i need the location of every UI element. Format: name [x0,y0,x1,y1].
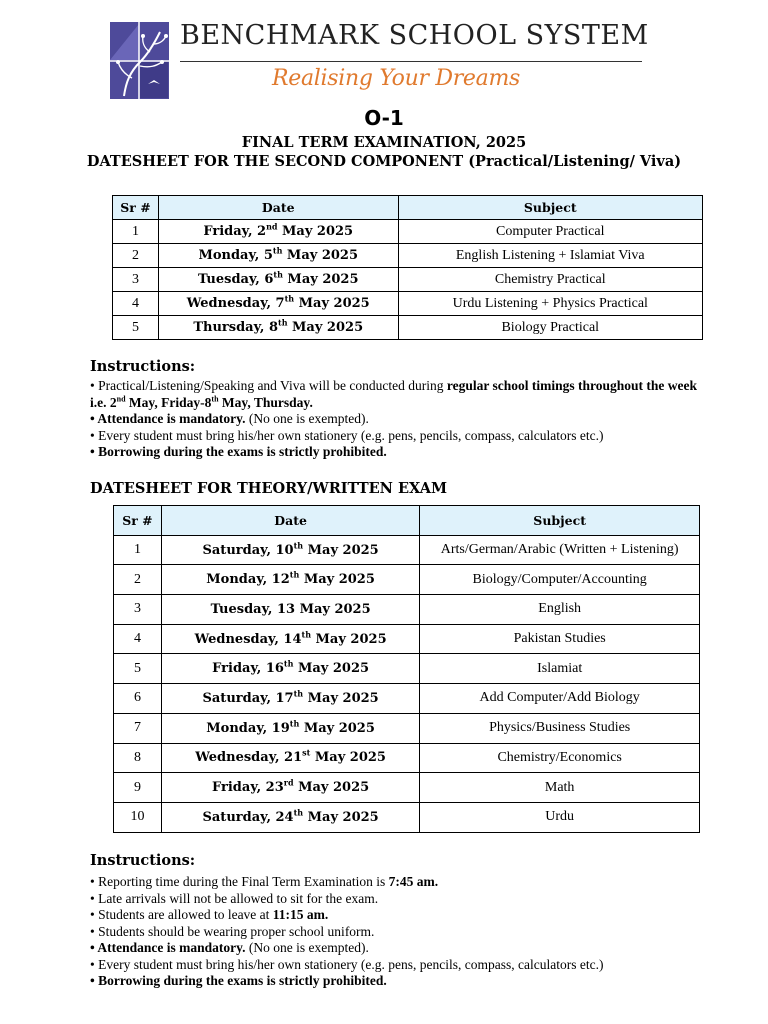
cell-subject: Biology Practical [398,316,702,340]
date-text: May 2025 [303,690,379,706]
instruction-line: • Late arrivals will not be allowed to sit for the exam. [90,890,379,906]
ordinal-suffix: th [283,658,294,669]
cell-sr: 2 [113,244,159,268]
cell-sr: 4 [113,292,159,316]
instructions-heading: Instructions: [90,852,196,869]
instruction-text: (No one is exempted). [245,940,369,955]
table-row [114,595,700,625]
ordinal-suffix: th [293,688,304,699]
instruction-text: May, Friday-8 [125,394,212,410]
instruction-text: • Students are allowed to leave at [90,907,273,922]
date-text: May 2025 [299,720,375,736]
cell-sr: 7 [114,713,162,743]
cell-date [161,684,419,714]
ordinal-suffix: th [293,540,304,551]
date-text: May 2025 [303,542,379,558]
cell-subject: Math [420,773,700,803]
cell-sr: 5 [114,654,162,684]
instruction-line: • Borrowing during the exams is strictly prohibited. [90,444,387,459]
date-text: Friday, 2 [203,224,267,239]
cell-date [161,565,419,595]
cell-sr: 8 [114,743,162,773]
practical-instructions [90,378,730,461]
date-text: Monday, 5 [198,248,273,263]
ordinal-suffix: rd [283,777,294,788]
date-text: Tuesday, 6 [197,272,274,287]
ordinal-suffix: th [289,569,300,580]
cell-sr: 3 [113,268,159,292]
cell-subject: Urdu Listening + Physics Practical [398,292,702,316]
date-text: Friday, 16 [212,661,284,677]
cell-date [161,595,419,625]
date-text: May 2025 [287,320,364,335]
date-text: Tuesday, 13 May 2025 [210,601,371,617]
date-text: Thursday, 8 [193,320,278,335]
instruction-text: May, Thursday. [218,394,313,410]
instructions-heading: Instructions: [90,358,196,375]
instruction-bold-text: • Attendance is mandatory. [90,940,246,955]
ordinal-suffix: th [293,807,304,818]
date-text: May 2025 [293,661,370,677]
school-name: BENCHMARK SCHOOL SYSTEM [180,20,649,51]
cell-subject: Pakistan Studies [420,624,700,654]
practical-datesheet-table [112,195,703,340]
date-text: May 2025 [282,248,359,263]
date-text: May 2025 [282,272,359,287]
date-text: Monday, 12 [206,572,290,588]
table-row [114,743,700,773]
table-row [113,268,703,292]
cell-subject: Chemistry Practical [398,268,702,292]
cell-sr: 9 [114,773,162,803]
cell-date [161,713,419,743]
date-text: Wednesday, 7 [186,296,285,311]
cell-subject: English [420,595,700,625]
instruction-text: • Reporting time during the Final Term Examination is [90,874,389,889]
table-row [114,565,700,595]
instruction-line: • Every student must bring his/her own stationery (e.g. pens, pencils, compass, calculators etc.) [90,956,604,972]
instruction-text: (No one is exempted). [245,411,369,426]
cell-sr: 2 [114,565,162,595]
table-row [113,244,703,268]
cell-date [158,292,398,316]
ordinal-suffix: th [278,317,288,328]
cell-sr: 1 [114,535,162,565]
cell-date [161,802,419,832]
cell-subject: Urdu [420,802,700,832]
cell-date [158,268,398,292]
instruction-line [90,940,730,957]
table-row [114,684,700,714]
ordinal-suffix: th [289,718,300,729]
date-text: Friday, 23 [212,780,284,796]
cell-subject: Arts/German/Arabic (Written + Listening) [420,535,700,565]
table-row [114,624,700,654]
ordinal-suffix: th [273,269,283,280]
ordinal-suffix: nd [266,221,278,232]
instruction-line [90,378,730,395]
date-text: May 2025 [311,631,387,647]
column-header-subject: Subject [398,196,702,220]
date-text: Saturday, 17 [202,690,294,706]
theory-datesheet-title: DATESHEET FOR THEORY/WRITTEN EXAM [90,480,448,497]
practical-datesheet-title: DATESHEET FOR THE SECOND COMPONENT (Practical/Listening/ Viva) [86,153,682,170]
date-text: Saturday, 24 [202,809,294,825]
instruction-line [90,874,730,891]
date-text: May 2025 [303,809,379,825]
ordinal-suffix: st [302,748,311,759]
table-row [113,316,703,340]
date-text: May 2025 [299,572,375,588]
grade-label: O-1 [364,106,404,130]
table-header-row [113,196,703,220]
theory-datesheet-table [113,505,700,833]
cell-date [161,773,419,803]
table-row [114,773,700,803]
instruction-bold-text: • Attendance is mandatory. [90,411,246,426]
ordinal-suffix: th [284,293,295,304]
instruction-line [90,395,730,412]
cell-date [161,624,419,654]
instruction-bold-text: 11:15 am. [272,907,329,922]
date-text: Wednesday, 21 [195,750,303,766]
table-row [113,292,703,316]
ordinal-suffix: th [301,629,312,640]
cell-sr: 5 [113,316,159,340]
date-text: May 2025 [293,780,370,796]
table-row [114,654,700,684]
ordinal-suffix: th [272,245,283,256]
instruction-line: • Borrowing during the exams is strictly prohibited. [90,973,387,988]
cell-subject: Chemistry/Economics [420,743,700,773]
instruction-line [90,907,730,924]
cell-subject: Physics/Business Studies [420,713,700,743]
date-text: Saturday, 10 [202,542,294,558]
date-text: May 2025 [277,224,354,239]
ordinal-suffix: th [211,394,219,403]
exam-title: FINAL TERM EXAMINATION, 2025 [241,134,527,151]
instruction-bold-text: regular school timings throughout the week [446,378,697,393]
cell-date [158,316,398,340]
header-divider [180,61,642,62]
column-header-sr: Sr # [113,196,159,220]
cell-subject: Islamiat [420,654,700,684]
instruction-text: • Practical/Listening/Speaking and Viva will be conducted during [90,378,447,393]
ordinal-suffix: nd [116,394,126,403]
cell-date [158,244,398,268]
school-logo [110,22,169,99]
cell-sr: 4 [114,624,162,654]
table-row [114,713,700,743]
column-header-date: Date [161,506,419,536]
cell-subject: English Listening + Islamiat Viva [398,244,702,268]
date-text: Monday, 19 [206,720,290,736]
cell-subject: Computer Practical [398,220,702,244]
cell-sr: 1 [113,220,159,244]
column-header-subject: Subject [420,506,700,536]
cell-date [161,654,419,684]
cell-subject: Biology/Computer/Accounting [420,565,700,595]
cell-subject: Add Computer/Add Biology [420,684,700,714]
instruction-bold-text: 7:45 am. [388,874,439,889]
instruction-line: • Students should be wearing proper school uniform. [90,923,375,939]
table-header-row [114,506,700,536]
school-tagline: Realising Your Dreams [272,66,521,91]
instruction-line [90,411,730,428]
date-text: May 2025 [310,750,386,766]
instruction-line: • Every student must bring his/her own stationery (e.g. pens, pencils, compass, calculators etc.) [90,427,604,443]
cell-sr: 10 [114,802,162,832]
theory-instructions [90,874,730,990]
cell-date [161,535,419,565]
cell-sr: 6 [114,684,162,714]
column-header-date: Date [158,196,398,220]
instruction-text: i.e. 2 [90,394,117,410]
date-text: May 2025 [294,296,370,311]
cell-date [161,743,419,773]
table-row [113,220,703,244]
column-header-sr: Sr # [114,506,162,536]
table-row [114,802,700,832]
cell-date [158,220,398,244]
date-text: Wednesday, 14 [194,631,302,647]
table-row [114,535,700,565]
cell-sr: 3 [114,595,162,625]
